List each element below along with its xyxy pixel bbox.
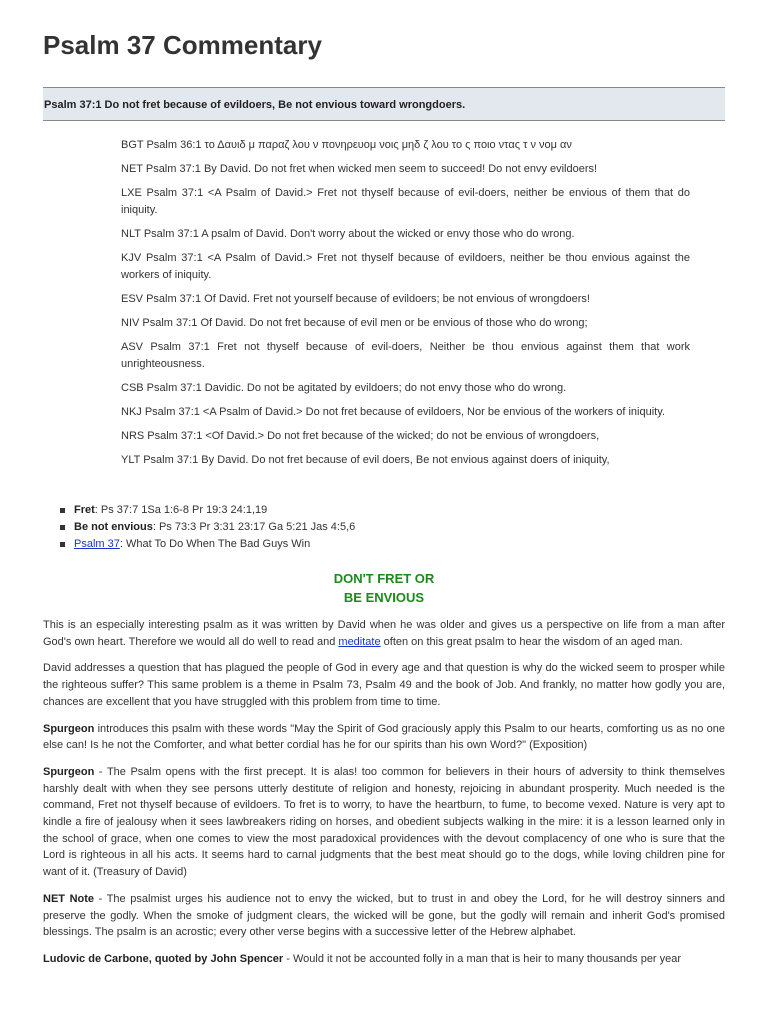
translation-kjv: KJV Psalm 37:1 <A Psalm of David.> Fret not thyself because of evildoers, neither be thou envious against the workers of iniquity. xyxy=(121,252,690,281)
paragraph-text: - The Psalm opens with the first precept. It is alas! too common for believers in their hours of adversity to think themselves harshly dealt with when they see persons utterly destitute of religion and honesty, rejoicing in abundant prosperity. Much needed is the command, Fret not thyself because of evildoers. To fret is to worry, to have the heartburn, to fume, to become vexed. Nature is very apt to kindle a fire of jealousy when it sees lawbreakers riding on horses, and obedient subjects walking in the mire: it is a lesson learned only in the school of grace, when one comes to view the most paradoxical providences with the devout complacency of one who is sure that the Lord is righteous in all his acts. It seems hard to carnal judgments that the best meat should go to the dogs, while loving children pine for want of it. (Treasury of David) xyxy=(43,765,725,879)
paragraph-net-note xyxy=(43,891,725,941)
paragraph-text: - The psalmist urges his audience not to envy the wicked, but to trust in and obey the Lord, for he will destroy sinners and preserve the godly. When the smoke of judgment clears, the wicked will be gone, but the godly will remain and inherit God's promised blessings. The psalm is an acrostic; every other verse begins with a successive letter of the Hebrew alphabet. xyxy=(43,892,725,939)
bullet-term: Be not envious xyxy=(74,521,153,533)
translation-niv: NIV Psalm 37:1 Of David. Do not fret because of evil men or be envious of those who do wrong; xyxy=(121,317,588,329)
section-heading xyxy=(0,569,768,607)
commentary-body xyxy=(43,617,725,978)
author-name: Spurgeon xyxy=(43,722,95,735)
translation-net: NET Psalm 37:1 By David. Do not fret when wicked men seem to succeed! Do not envy evildoers! xyxy=(121,163,598,175)
paragraph-question: David addresses a question that has plagued the people of God in every age and that question is why do the wicked seem to prosper while the righteous suffer? This same problem is a theme in Psalm 73, Psalm 49 and the book of Job. And frankly, no matter how godly you are, chances are excellent that you have struggled with this problem from time to time. xyxy=(43,662,725,708)
bullet-square-icon xyxy=(60,508,65,513)
paragraph-text: - Would it not be accounted folly in a man that is heir to many thousands per year xyxy=(283,952,682,965)
translation-asv: ASV Psalm 37:1 Fret not thyself because of evil-doers, Neither be thou envious against them that work unrighteousness. xyxy=(121,341,690,370)
translation-nlt: NLT Psalm 37:1 A psalm of David. Don't worry about the wicked or envy those who do wrong. xyxy=(121,228,575,240)
psalm-37-link[interactable]: Psalm 37 xyxy=(74,538,120,550)
cross-reference-list xyxy=(60,502,720,553)
list-item xyxy=(60,502,720,519)
bullet-text: : What To Do When The Bad Guys Win xyxy=(119,538,311,550)
page-title: Psalm 37 Commentary xyxy=(43,30,322,60)
paragraph-intro xyxy=(43,617,725,650)
author-name: Ludovic de Carbone, quoted by John Spencer xyxy=(43,952,284,965)
paragraph-text: often on this great psalm to hear the wisdom of an aged man. xyxy=(380,635,683,648)
translation-nrs: NRS Psalm 37:1 <Of David.> Do not fret because of the wicked; do not be envious of wrongdoers, xyxy=(121,430,600,442)
author-name: NET Note xyxy=(43,892,95,905)
paragraph-spurgeon-precept xyxy=(43,764,725,881)
section-heading-line-1: DON'T FRET OR xyxy=(333,571,435,586)
list-item xyxy=(60,519,720,536)
translation-csb: CSB Psalm 37:1 Davidic. Do not be agitated by evildoers; do not envy those who do wrong. xyxy=(121,382,567,394)
paragraph-text: introduces this psalm with these words "May the Spirit of God graciously apply this Psalm to our hearts, comforting us as no one else can! Is he not the Comforter, and what better cordial has he for our spirits than his own Word?" (Exposition) xyxy=(43,722,725,752)
translation-bgt: BGT Psalm 36:1 το Δαυιδ μ παραζ λου ν πονηρευομ νοις μηδ ζ λου το ς ποιο ντας τ ν νομ αν xyxy=(121,139,572,151)
bullet-text: : Ps 73:3 Pr 3:31 23:17 Ga 5:21 Jas 4:5,6 xyxy=(152,521,356,533)
translations-list xyxy=(121,137,690,476)
meditate-link[interactable]: meditate xyxy=(338,635,381,648)
paragraph-spurgeon-intro xyxy=(43,721,725,754)
bullet-text: : Ps 37:7 1Sa 1:6-8 Pr 19:3 24:1,19 xyxy=(94,504,268,516)
author-name: Spurgeon xyxy=(43,765,95,778)
translation-esv: ESV Psalm 37:1 Of David. Fret not yourself because of evildoers; be not envious of wrongdoers! xyxy=(121,293,590,305)
bullet-term: Fret xyxy=(74,504,95,516)
section-heading-line-2: BE ENVIOUS xyxy=(343,590,425,605)
verse-banner: Psalm 37:1 Do not fret because of evildoers, Be not envious toward wrongdoers. xyxy=(43,87,725,121)
paragraph-text: This is an especially interesting psalm as it was written by David when he was older and gives us a perspective on life from a man after God's own heart. Therefore we would all do well to read and xyxy=(43,619,725,648)
bullet-square-icon xyxy=(60,542,65,547)
translation-lxe: LXE Psalm 37:1 <A Psalm of David.> Fret not thyself because of evil-doers, neither be envious of them that do iniquity. xyxy=(121,187,690,216)
list-item xyxy=(60,536,720,553)
paragraph-carbone xyxy=(43,951,725,968)
bullet-square-icon xyxy=(60,525,65,530)
translation-nkj: NKJ Psalm 37:1 <A Psalm of David.> Do not fret because of evildoers, Nor be envious of the workers of iniquity. xyxy=(121,406,665,418)
translation-ylt: YLT Psalm 37:1 By David. Do not fret because of evil doers, Be not envious against doers of iniquity, xyxy=(121,454,610,466)
